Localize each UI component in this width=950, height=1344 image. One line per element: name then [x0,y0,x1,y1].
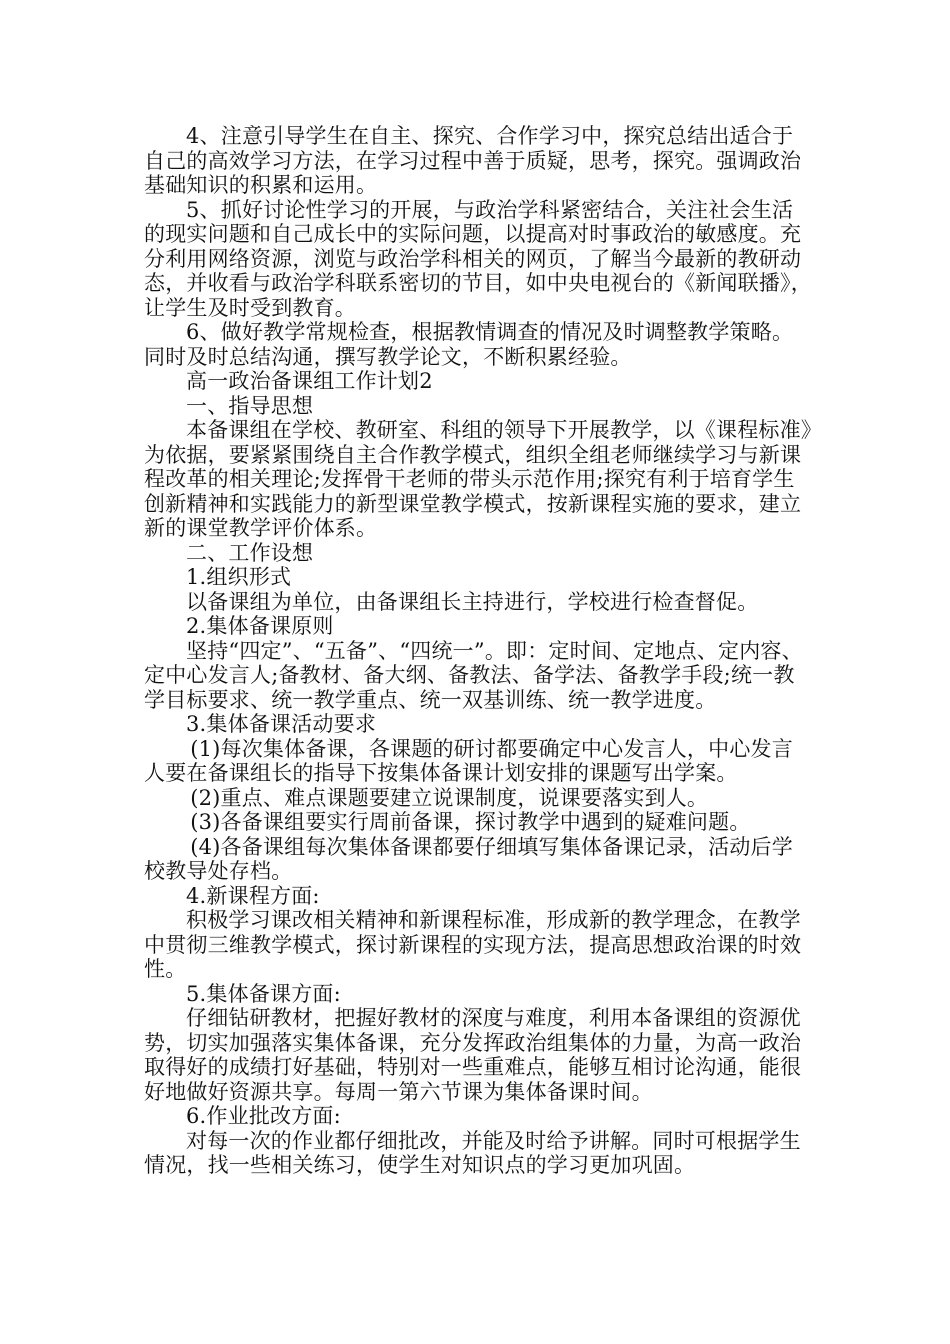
heading-work-plan: 二、工作设想 [186,540,314,565]
paragraph-guiding-ideology: 本备课组在学校、教研室、科组的领导下开展教学，以《课程标准》为依据，要紧紧围绕自主合作教学模式，组织全组老师继续学习与新课程改革的相关理论;发挥骨干老师的带头示范作用;探究有利于培育学生创新精神和实践能力的新型课堂教学模式，按新课程实施的要求，建立新的课堂教学评价体系。 [144,418,812,540]
requirement-item-2: (2)重点、难点课题要建立说课制度，说课要落实到人。 [190,785,709,810]
paragraph-item-5: 5、抓好讨论性学习的开展，与政治学科紧密结合，关注社会生活的现实问题和自己成长中的实际问题，以提高对时事政治的敏感度。充分利用网络资源，浏览与政治学科相关的网页，了解当今最新的教研动态，并收看与政治学科联系密切的节目，如中央电视台的《新闻联播》，让学生及时受到教育。 [144,197,812,320]
heading-new-curriculum: 4.新课程方面: [186,883,320,908]
paragraph-item-4: 4、注意引导学生在自主、探究、合作学习中，探究总结出适合于自己的高效学习方法，在学习过程中善于质疑，思考，探究。强调政治基础知识的积累和运用。 [144,124,802,197]
paragraph-item-6: 6、做好教学常规检查，根据教情调查的情况及时调整教学策略。同时及时总结沟通，撰写教学论文，不断积累经验。 [144,320,794,369]
heading-activity-requirements: 3.集体备课活动要求 [186,712,377,736]
section-title: 高一政治备课组工作计划2 [186,369,433,393]
requirement-item-1: (1)每次集体备课，各课题的研讨都要确定中心发言人，中心发言人要在备课组长的指导下按集体备课计划安排的课题写出学案。 [144,736,793,785]
requirement-item-3: (3)各备课组要实行周前备课，探讨教学中遇到的疑难问题。 [190,810,751,834]
paragraph-collective-prep: 仔细钻研教材，把握好教材的深度与难度，利用本备课组的资源优势，切实加强落实集体备课，充分发挥政治组集体的力量，为高一政治取得好的成绩打好基础，特别对一些重难点，能够互相讨论沟通，能很好地做好资源共享。每周一第六节课为集体备课时间。 [144,1006,802,1104]
heading-collective-prep: 5.集体备课方面: [186,981,341,1006]
document-body [144,124,812,1178]
paragraph-new-curriculum: 积极学习课改相关精神和新课程标准，形成新的教学理念，在教学中贯彻三维教学模式，探讨新课程的实现方法，提高思想政治课的时效性。 [144,908,802,981]
heading-guiding-ideology: 一、指导思想 [186,393,314,418]
paragraph-homework-correction: 对每一次的作业都仔细批改，并能及时给予讲解。同时可根据学生情况，找一些相关练习，使学生对知识点的学习更加巩固。 [144,1128,801,1177]
heading-homework-correction: 6.作业批改方面: [186,1104,341,1128]
heading-organization-form: 1.组织形式 [186,565,292,589]
heading-collective-principles: 2.集体备课原则 [186,614,334,638]
paragraph-collective-principles: 坚持“四定”、“五备”、“四统一”。即：定时间、定地点、定内容、定中心发言人;备教材、备大纲、备教法、备学法、备教学手段;统一教学目标要求、统一教学重点、统一双基训练、统一教学进度。 [144,638,803,712]
requirement-item-4: (4)各备课组每次集体备课都要仔细填写集体备课记录，活动后学校教导处存档。 [144,834,793,883]
paragraph-organization-form: 以备课组为单位，由备课组长主持进行，学校进行检查督促。 [186,589,759,614]
